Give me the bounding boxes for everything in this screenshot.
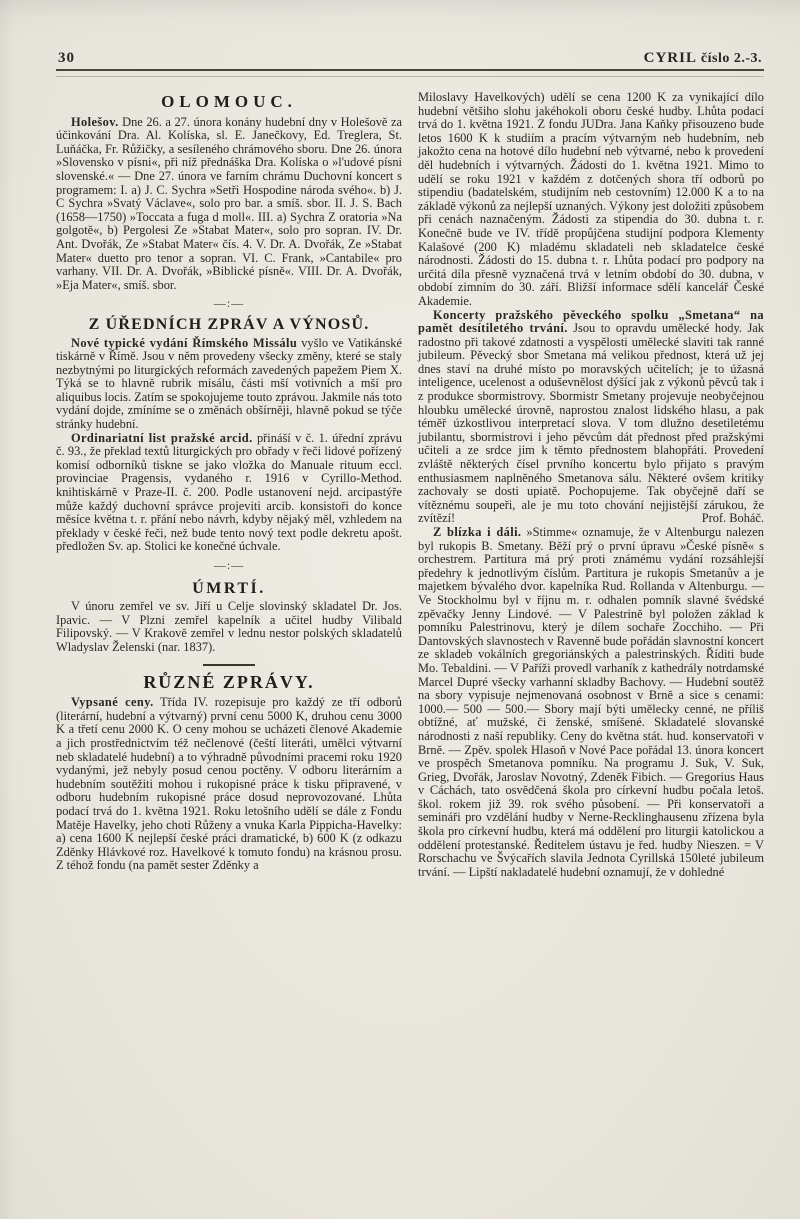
paragraph-text: Miloslavy Havelkových) udělí se cena 1200 K za vynikající dílo hudební většiho slohu jakéhokoli oboru české hudby. Lhůta podací trvá do 1. května 1921. Z fondu JUDra. Jana Kaňky přisouzeno bude letos 1600 K k studiím a pracím výtvarným neb hudebním, neb jakožto cena na hotové dílo hudební neb výtvarné, nebo k provedení děl hudebních i výtvarných. Žádosti do 1. května 1921. Mimo to udělí se roku 1921 v každém z dotčených shora tří odborů po stipendiu (badatelském, studijním neb cestovním) 12.000 K a to na základě výkonů za nejlepší uznaných. Výkony jest doložiti způsobem při cenách naznačeným. Žádosti za stipendia do 30. dubna t. r. Konečně bude ve IV. třídě propůjčena studijní podpora Klementy Kalašové (200 K) mladému skladateli neb skladatelce české národnosti. Žádosti do 15. dubna t. r. Lhůta podací pro podpory na určitá díla přesně vyznačená trvá v letním období do 30. dubna, v období zimním do 30. září. Bližší informace sdělí kancelář České Akademie.	[418, 90, 764, 308]
paragraph-text: V únoru zemřel ve sv. Jiří u Celje slovinský skladatel Dr. Jos. Ipavic. — V Plzni zemřel kapelník a učitel hudby Vilibald Filipovský. — V Krakově zemřel v lednu nestor polských skladatelů Wladyslav Želenski (nar. 1837).	[56, 599, 402, 654]
paragraph-missal	[56, 337, 402, 432]
section-heading-uredni-zpravy: Z ÚŘEDNÍCH ZPRÁV A VÝNOSŮ.	[88, 315, 370, 333]
journal-name: CYRIL	[643, 50, 697, 66]
page-header	[56, 50, 764, 71]
paragraph-lead: Vypsané ceny.	[71, 695, 154, 710]
paragraph-z-blizka-i-dali	[418, 526, 764, 879]
right-column	[418, 91, 764, 879]
paragraph-text: vyšlo ve Vatikánské tiskárně v Římě. Jsou v něm provedeny všecky změny, které se staly nezbytnými po liturgických reformách zavedených papežem Piem X. Týká se to hlavně rubrik misálu, části mší votivních a mší pro aliquibus locis. Zatím se spokojujeme touto zprávou. Jakmile nás toto vydání dojde, zmíníme se o změnách obšírněji, hlavně pokud se týče stránky hudební.	[56, 335, 402, 432]
issue-label: číslo 2.-3.	[700, 51, 762, 66]
section-heading-olomouc: OLOMOUC.	[161, 92, 297, 111]
section-divider: —:—	[213, 558, 245, 572]
section-heading-ruzne-zpravy: RŮZNÉ ZPRÁVY.	[143, 671, 315, 692]
paragraph-text: Dne 26. a 27. února konány hudební dny v Holešově za účinkování Dra. Al. Kolíska, sl. E. Janečkovy, Ed. Treglera, St. Luňáčka, Fr. Růžičky, a sesíleného chrámového sboru. Dne 26. února »Slovensko v písni«, při níž přednáška Dra. Kolíska o »l'udové písni slovenské.« — Dne 27. února ve farním chrámu Duchovní koncert s programem: I. a) J. C. Sychra »Setři Hospodine národa svého«. b) J. C Sychra »Svatý Václave«, solo pro bar. a smíš. sbor. II. J. S. Bach (1658—1750) »Toccata a fuga d moll«. III. a) Sychra Z oratoria »Na golgotě«, b) Pergolesi Ze »Stabat Mater«, solo pro sopran. IV. Dr. Ant. Dvořák, Ze »Stabat Mater« čís. 4. V. Dr. A. Dvořák, Ze »Stabat Mater« duetto pro tenor a sopran. VI. C. Frank, »Cantabile« pro varhany. VII. Dr. A. Dvořák, »Biblické písně«. VIII. Dr. A. Dvořák, »Eja Mater«, smíš. sbor.	[56, 114, 402, 292]
paragraph-lead: Z blízka i dáli.	[433, 525, 522, 539]
header-rule	[56, 76, 764, 77]
short-rule-divider	[203, 664, 255, 666]
author-signature: Prof. Boháč.	[701, 511, 764, 526]
paragraph-text: »Stimme« oznamuje, že v Altenburgu nalezen byl rukopis B. Smetany. Běží prý o první úpravu »České písně« s orchestrem. Partitura má prý proti známému vydání rozsáhlejší předehry k jednotlivým číslům. Partitura je rukopis Smetanův a je majetkem bývalého dvor. kapelníka Rud. Rollanda v Altenburgu. — Ve Stockholmu byl v říjnu m. r. odhalen pomník slavné švédské zpěvačky Jenny Lindové. — V Palestrině byl položen základ k pomníku Palestrinovu, který je dílem sochaře Zocchiho. — Při Dantovských slavnostech v Ravenně bude pořádán slavnostní koncert ze skladeb vokálních gregoriánských a palestrinských. Říditi bude Mo. Tebaldini. — V Paříži provedl varhaník z kathedrály notrdamské Marcel Dupré všecky varhanní skladby Bachovy. — Hudební soutěž na sbory vypisuje nejmenovaná osobnost v Brně a sice s cenami: 1000.— 500 — 500.— Sbory mají býti umělecky cenné, ne příliš obtížné, ať mužské, či ženské, smíšené. Skladatelé slovanské národnosti z naší republiky. Ceny do května stát. hud. konservatoři v Brně. — Zpěv. spolek Hlasoň v Nové Pace pořádal 13. února koncert ve prospěch Smetanova pomníku. Na programu J. Suk, V. Suk, Grieg, Dvořák, Jaroslav Novotný, Zdeněk Fibich. — Gregorius Haus v Cáchách, tato osvědčená škola pro církevní hudbu počala letoš. škol. rokem již 39. rok svého působení. — Při konservatoři a semináři pro vzdělání hudby v Nerne-Recklinghausenu zřízena byla škola pro církevní hudbu, která má oddělení pro liturgii katolickou a oddělení protestanské. Ředitelem ústavu je řed. hudby Nieszen. = V Rorschachu ve Švýcařích slavila Jednota Cyrillská 150leté jubileum trvání. — Lipští nakladatelé hudební oznamují, že v dohledné	[418, 525, 764, 879]
paragraph-koncerty-smetana	[418, 309, 764, 527]
paragraph-lead: Holešov.	[71, 114, 119, 129]
journal-masthead	[644, 50, 762, 67]
paragraph-ordinariat	[56, 432, 402, 554]
paragraph-lead: Nové typické vydání Římského Missálu	[71, 335, 298, 350]
paragraph-lead: Ordinariatní list pražské arcid.	[71, 430, 253, 445]
paragraph-vypsane-ceny	[56, 696, 402, 873]
paragraph-umrti	[56, 600, 402, 654]
paragraph-continuation	[418, 91, 764, 309]
paragraph-text: Třída IV. rozepisuje pro každý ze tří odborů (literární, hudební a výtvarný) první cenu 5000 K, druhou cenu 3000 K a třetí cenu 2000 K. O ceny mohou se ucházeti členové Akademie a jich prostřednictvím též nečlenové (čeští literáti, umělci výtvarní neb skladatelé hudební) a to výhradně původními pracemi roku 1920 vydanými, jež nebyly posud cenou poctěny. V odboru literárním a hudebním soutěžiti mohou i rukopisné práce k tisku připravené, v odboru hudebním rukopisné práce dosud neprovozované. Lhůta podací trvá do 1. května 1921. Roku letošního udělí se dále z Fondu Matěje Havelky, jeho choti Růženy a vnuka Karla Pippicha-Havelky: a) cena 1600 K nejlepší české práci dramatické, b) 600 K (z odkazu Zděnky Hlávkové roz. Havelkové k tomuto fondu) na krásnou prosu. Z téhož fondu (na pamět sester Zděnky a	[56, 695, 402, 873]
two-column-body	[56, 91, 764, 879]
paragraph-text: přináší v č. 1. úřední zprávu č. 93., že překlad textů liturgických pro obřady v řeči lidové pořízený komisí odborníků tiskne se jako vložka do Manuale rituum eccl. provinciae Pragensis, vydaného r. 1916 v Cyrillo-Method. knihtiskárně v Praze-II. č. 200. Podle ustanovení nejd. arcipastýře může každý duchovní správce projeviti arcib. konsistoři do konce měsíce května t. r. přání nebo návrh, kdyby nějaký měl, vzhledem na překlady v české řeči, než bude tento nový text podle dekretu apošt. předložen Sv. ap. Stolici ke konečné úchvale.	[56, 430, 403, 554]
section-divider: —:—	[213, 296, 245, 311]
left-column	[56, 91, 402, 879]
page-number: 30	[58, 50, 75, 66]
paragraph-holesov	[56, 116, 402, 293]
paragraph-text: Jsou to opravdu umělecké hody. Jak radostno při takové zdatnosti a vyspělosti umělecké slaviti tak ranné jubileum. Pěvecký sbor Smetana má velikou přednost, která už jej dnes staví na druhé místo po moravských učitelích; je to úžasná inteligence, ucelenost a oduševnělost dýšící jak z výkonů pěvců tak i z produkce sbormistrovy. Sbormistr Smetany projevuje neobyčejnou hloubku umělecké úrovně, naprostou znalost lidského hlasu, a pak téměř úzkostlivou interpretací slova. V tom dlužno desetiletému jubilantu, sbormistrovi i jeho pěvcům dát přednost před pražskými učiteli a ze srdce jim k těmto přednostem blahopřáti. Provedení zvláště některých čísel prvního koncertu bylo přijato s pravým enthusiasmem naplněného Smetanova sálu. Některé ovšem kritiky zachovaly se dosti upiatě. Pochopujeme. Tak obyčejně daří se vítěznému soupeři, ale je mu toto chování nejjistější zárukou, že zvítězí!	[418, 321, 764, 526]
section-heading-umrti: ÚMRTÍ.	[192, 579, 266, 597]
paragraph-lead: Koncerty pražského pěveckého spolku „Smetana“ na pamět desítiletého trvání.	[418, 307, 764, 336]
